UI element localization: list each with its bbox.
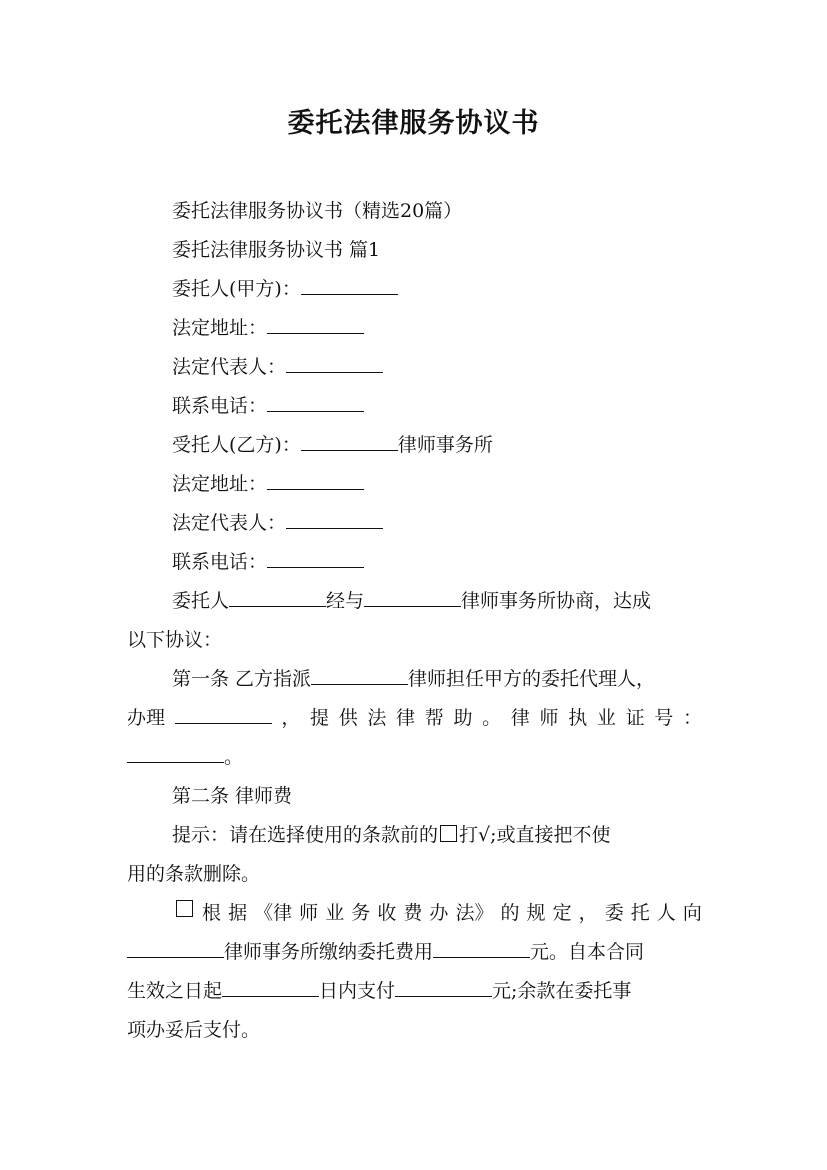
fee-char: 收 (377, 902, 397, 924)
party-b-phone-label: 联系电话： (172, 551, 268, 573)
fee-char: 务 (351, 902, 371, 924)
article-1-line-3 (127, 744, 243, 770)
party-b-suffix: 律师事务所 (397, 434, 493, 456)
fee-char: 业 (325, 902, 345, 924)
fee-amount-blank[interactable] (433, 939, 530, 958)
fee-char: 规 (526, 902, 546, 924)
party-a-phone-label: 联系电话： (172, 395, 268, 417)
fee-text: 元;余款在委托事 (492, 980, 632, 1002)
fee-char: 的 (500, 902, 520, 924)
article-1-char: 提 (310, 707, 330, 729)
checkbox-icon (440, 825, 457, 842)
article-1-char: 帮 (424, 707, 444, 729)
hint-line-1 (172, 822, 611, 848)
section-heading: 委托法律服务协议书 篇1 (172, 239, 381, 261)
agreement-line-2: 以下协议： (127, 629, 223, 651)
party-b-rep-blank[interactable] (286, 510, 383, 529)
fee-char: 《律 (254, 902, 293, 924)
article-1-text: 律师担任甲方的委托代理人， (408, 668, 656, 690)
fee-char: 据 (228, 902, 248, 924)
hint-text: 提示：请在选择使用的条款前的 (172, 824, 439, 846)
article-1-char: ： (682, 707, 702, 729)
article-1-char: 律 (510, 707, 530, 729)
article-1-text: 第一条 乙方指派 (172, 668, 312, 690)
party-b-phone-line (172, 549, 364, 575)
party-a-phone-line (172, 393, 364, 419)
party-b-line (172, 432, 493, 458)
fee-line-1 (172, 900, 702, 926)
fee-line-2 (127, 939, 644, 965)
party-a-address-label: 法定地址： (172, 317, 268, 339)
article-2-heading: 第二条 律师费 (172, 785, 293, 807)
party-a-address-line (172, 315, 364, 341)
agreement-text: 律师事务所协商，达成 (461, 590, 652, 612)
party-b-phone-blank[interactable] (267, 549, 364, 568)
fee-text: 律师事务所缴纳委托费用 (224, 941, 434, 963)
article-1-text: 。 (224, 746, 244, 768)
article-1-char: 法 (367, 707, 387, 729)
article-1-char: 供 (338, 707, 358, 729)
party-a-blank[interactable] (301, 276, 398, 295)
party-a-line (172, 276, 398, 302)
fee-char: 费 (403, 902, 423, 924)
license-number-blank[interactable] (127, 744, 224, 763)
matter-blank[interactable] (175, 705, 272, 724)
fee-char: 定 (552, 902, 572, 924)
fee-char: 法》 (455, 902, 494, 924)
fee-line-4: 项办妥后支付。 (127, 1019, 261, 1041)
fee-firm-blank[interactable] (127, 939, 224, 958)
fee-char: 人 (656, 902, 676, 924)
client-name-blank[interactable] (229, 588, 326, 607)
party-a-phone-blank[interactable] (267, 393, 364, 412)
fee-char: 向 (682, 902, 702, 924)
article-1-char: ， (281, 707, 301, 729)
article-1-char: 。 (482, 707, 502, 729)
lawyer-name-blank[interactable] (311, 666, 408, 685)
agreement-text: 经与 (326, 590, 365, 612)
document-subtitle: 委托法律服务协议书（精选20篇） (172, 200, 463, 222)
fee-text: 生效之日起 (127, 980, 223, 1002)
article-1-char: 律 (396, 707, 416, 729)
hint-text: 打√;或直接把不使 (459, 824, 611, 846)
article-1-line-1 (172, 666, 655, 692)
article-1-char: 证 (625, 707, 645, 729)
party-b-blank[interactable] (301, 432, 398, 451)
party-a-rep-label: 法定代表人： (172, 356, 287, 378)
firm-name-blank[interactable] (364, 588, 461, 607)
hint-line-2: 用的条款删除。 (127, 863, 261, 885)
party-a-rep-blank[interactable] (286, 354, 383, 373)
agreement-line-1 (172, 588, 651, 614)
fee-char: 根 (202, 902, 222, 924)
party-b-rep-label: 法定代表人： (172, 512, 287, 534)
article-1-char: 助 (453, 707, 473, 729)
fee-char: 委 (604, 902, 624, 924)
fee-days-blank[interactable] (222, 978, 319, 997)
fee-char: 师 (299, 902, 319, 924)
party-a-rep-line (172, 354, 383, 380)
article-1-line-2 (127, 705, 702, 731)
page-title: 委托法律服务协议书 (287, 108, 540, 139)
party-b-address-blank[interactable] (267, 471, 364, 490)
fee-text: 日内支付 (319, 980, 396, 1002)
party-b-rep-line (172, 510, 383, 536)
agreement-text: 委托人 (172, 590, 230, 612)
article-1-char: 业 (596, 707, 616, 729)
article-1-char: 号 (654, 707, 674, 729)
article-1-char: 执 (568, 707, 588, 729)
fee-line-3 (127, 978, 631, 1004)
fee-text: 元。自本合同 (530, 941, 645, 963)
article-1-char: 办理 (127, 707, 166, 729)
fee-char: 托 (630, 902, 650, 924)
party-a-label: 委托人(甲方)： (172, 278, 301, 300)
fee-char: ， (578, 902, 598, 924)
party-b-label: 受托人(乙方)： (172, 434, 301, 456)
party-b-address-label: 法定地址： (172, 473, 268, 495)
article-1-char: 师 (539, 707, 559, 729)
party-b-address-line (172, 471, 364, 497)
fee-option-checkbox[interactable] (176, 900, 193, 917)
party-a-address-blank[interactable] (267, 315, 364, 334)
fee-char: 办 (429, 902, 449, 924)
fee-installment-blank[interactable] (395, 978, 492, 997)
